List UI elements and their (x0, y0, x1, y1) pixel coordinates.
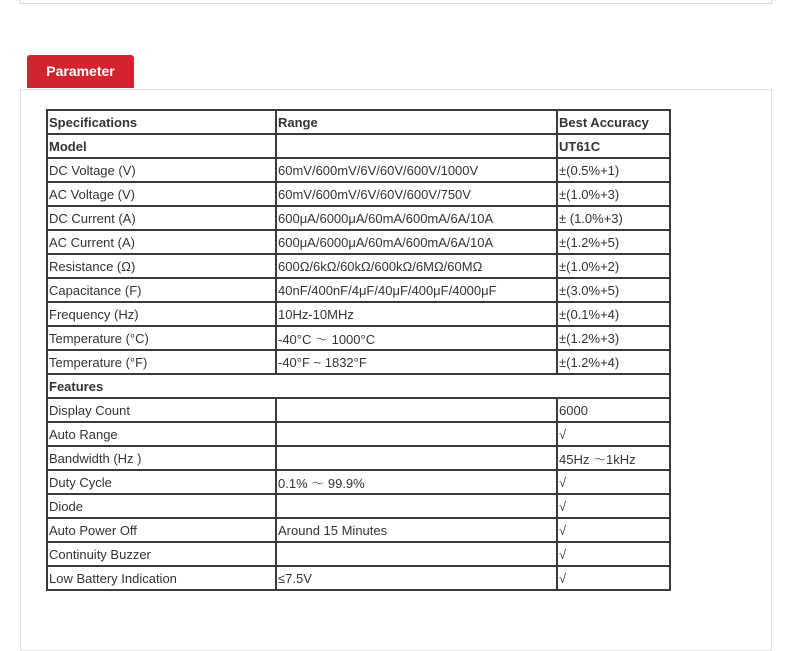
table-row (47, 302, 670, 326)
table-cell: 40nF/400nF/4μF/40μF/400μF/4000μF (276, 278, 557, 302)
table-row (47, 206, 670, 230)
table-cell: AC Voltage (V) (47, 182, 276, 206)
table-row (47, 278, 670, 302)
table-row (47, 542, 670, 566)
table-cell: Low Battery Indication (47, 566, 276, 590)
table-row (47, 350, 670, 374)
model-label: Model (47, 134, 276, 158)
table-cell: Resistance (Ω) (47, 254, 276, 278)
features-section-row (47, 374, 670, 398)
table-cell (276, 542, 557, 566)
table-cell: √ (557, 542, 670, 566)
table-cell (276, 494, 557, 518)
model-row (47, 134, 670, 158)
table-cell: Temperature (°F) (47, 350, 276, 374)
table-cell: Display Count (47, 398, 276, 422)
table-cell: 600Ω/6kΩ/60kΩ/600kΩ/6MΩ/60MΩ (276, 254, 557, 278)
table-cell: ±(1.0%+3) (557, 182, 670, 206)
table-cell: 600μA/6000μA/60mA/600mA/6A/10A (276, 206, 557, 230)
table-cell: AC Current (A) (47, 230, 276, 254)
table-cell (276, 422, 557, 446)
top-panel (20, 0, 772, 4)
table-cell: -40°C ～ 1000°C (276, 326, 557, 350)
table-cell: √ (557, 470, 670, 494)
table-cell: -40°F ~ 1832°F (276, 350, 557, 374)
table-cell: ± (1.0%+3) (557, 206, 670, 230)
table-cell: Continuity Buzzer (47, 542, 276, 566)
table-cell: ±(0.1%+4) (557, 302, 670, 326)
table-row (47, 254, 670, 278)
table-row (47, 230, 670, 254)
table-cell: Duty Cycle (47, 470, 276, 494)
table-cell: √ (557, 494, 670, 518)
table-cell (276, 446, 557, 470)
table-cell: ±(1.2%+4) (557, 350, 670, 374)
table-cell: 60mV/600mV/6V/60V/600V/750V (276, 182, 557, 206)
header-cell: Range (276, 110, 557, 134)
header-cell: Specifications (47, 110, 276, 134)
table-cell: ±(1.2%+5) (557, 230, 670, 254)
table-cell: Auto Range (47, 422, 276, 446)
table-cell: 60mV/600mV/6V/60V/600V/1000V (276, 158, 557, 182)
table-cell: ±(3.0%+5) (557, 278, 670, 302)
table-cell: ±(0.5%+1) (557, 158, 670, 182)
header-cell: Best Accuracy (557, 110, 670, 134)
table-cell (276, 398, 557, 422)
table-cell: Frequency (Hz) (47, 302, 276, 326)
spec-table-body (47, 110, 670, 590)
table-cell: ±(1.2%+3) (557, 326, 670, 350)
table-cell: Around 15 Minutes (276, 518, 557, 542)
table-row (47, 326, 670, 350)
table-cell: ±(1.0%+2) (557, 254, 670, 278)
table-row (47, 470, 670, 494)
table-cell: Bandwidth (Hz ) (47, 446, 276, 470)
table-cell: 6000 (557, 398, 670, 422)
table-cell: √ (557, 566, 670, 590)
spec-table (46, 109, 671, 591)
table-row (47, 494, 670, 518)
tab-parameter[interactable]: Parameter (27, 55, 134, 88)
table-cell: ≤7.5V (276, 566, 557, 590)
table-cell: √ (557, 518, 670, 542)
table-cell: Auto Power Off (47, 518, 276, 542)
table-cell: Diode (47, 494, 276, 518)
table-cell: 45Hz ～1kHz (557, 446, 670, 470)
features-heading: Features (47, 374, 670, 398)
table-cell: DC Voltage (V) (47, 158, 276, 182)
table-row (47, 518, 670, 542)
table-cell: 0.1% ～ 99.9% (276, 470, 557, 494)
table-cell: √ (557, 422, 670, 446)
table-cell (276, 134, 557, 158)
table-cell: DC Current (A) (47, 206, 276, 230)
table-row (47, 422, 670, 446)
table-header-row (47, 110, 670, 134)
table-cell: 600μA/6000μA/60mA/600mA/6A/10A (276, 230, 557, 254)
model-value: UT61C (557, 134, 670, 158)
table-cell: 10Hz-10MHz (276, 302, 557, 326)
table-row (47, 566, 670, 590)
table-row (47, 398, 670, 422)
table-cell: Temperature (°C) (47, 326, 276, 350)
table-row (47, 158, 670, 182)
table-row (47, 182, 670, 206)
table-cell: Capacitance (F) (47, 278, 276, 302)
table-row (47, 446, 670, 470)
